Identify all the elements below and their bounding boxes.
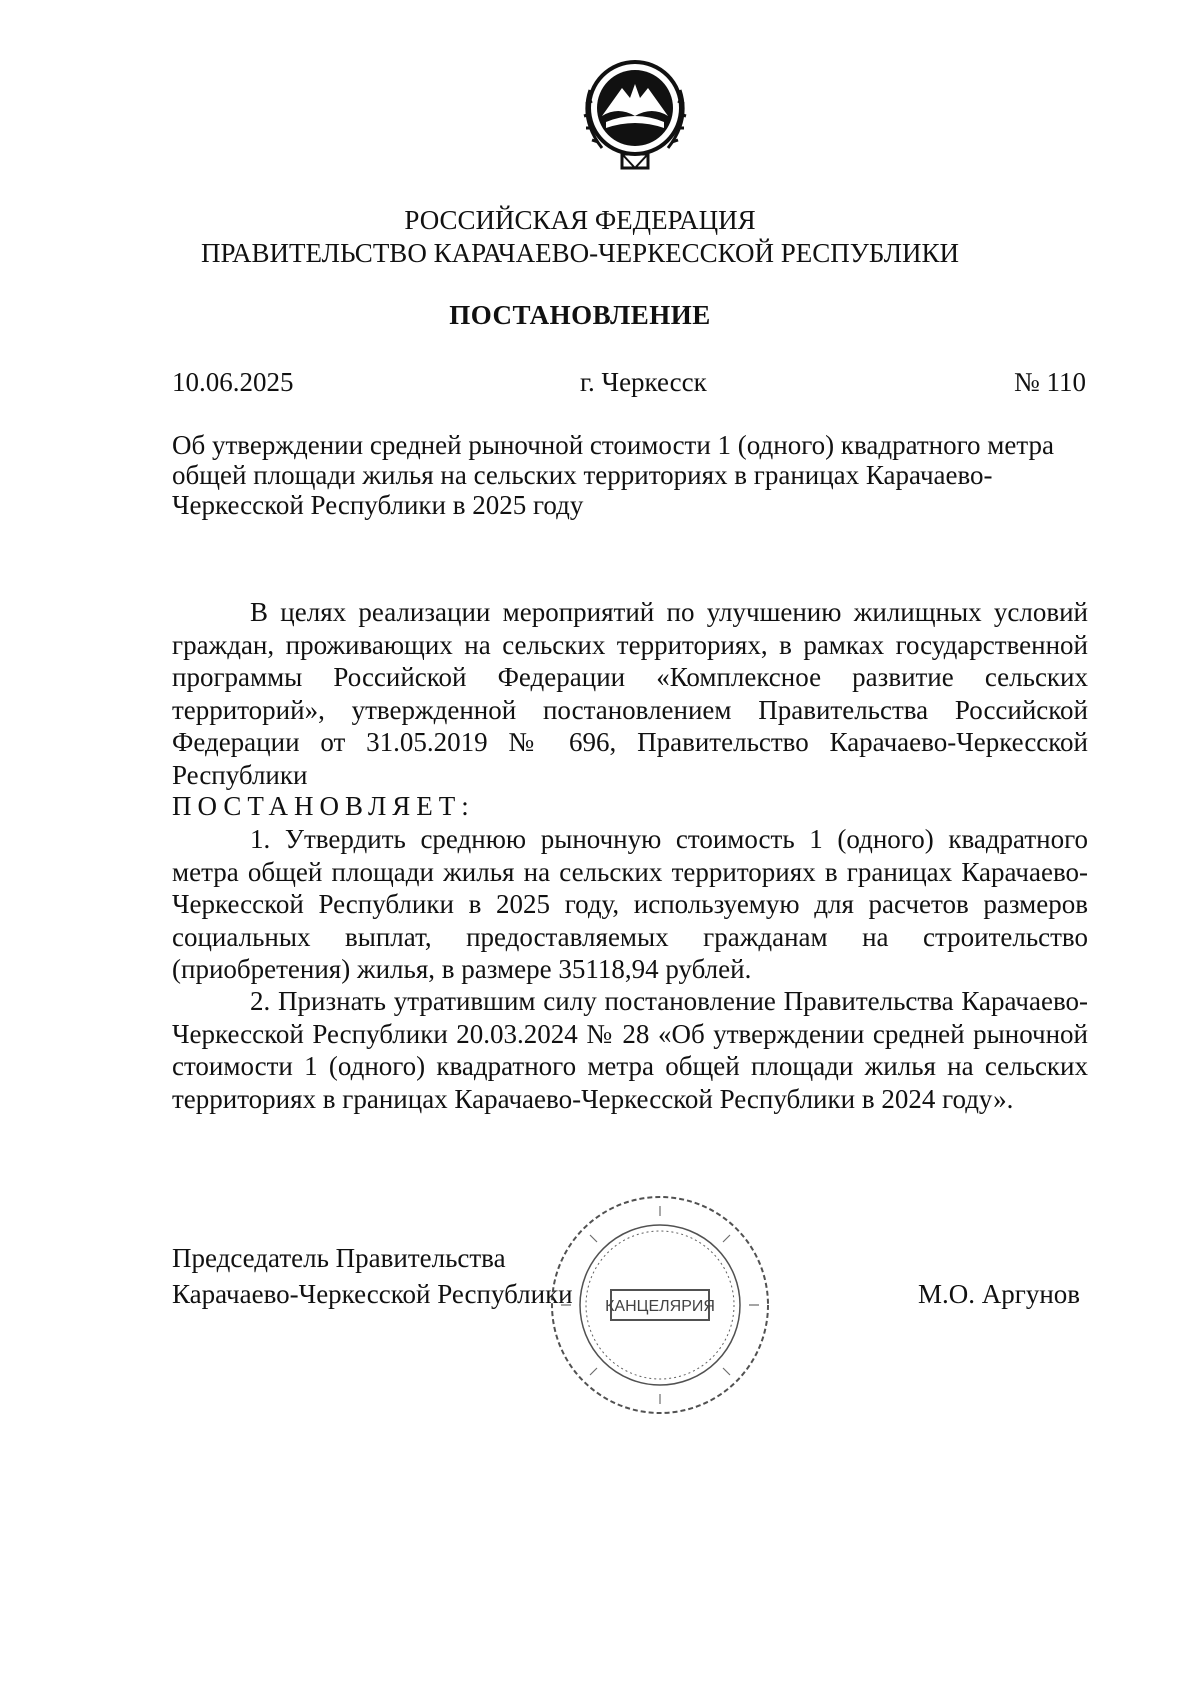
clause-1: 1. Утвердить среднюю рыночную стоимость 1 (одного) квадратного метра общей площади жилья на сельских территориях в границах Карачаево-Черкесской Республики в 2025 году, используемую для расчетов размеров социальных выплат, предоставляемых гражданам на строительство (приобретения) жилья, в размере 35118,94 рублей.	[172, 824, 1088, 984]
document-city: г. Черкесск	[580, 367, 707, 397]
country-name: РОССИЙСКАЯ ФЕДЕРАЦИЯ	[404, 205, 756, 235]
official-seal-icon	[545, 1190, 775, 1420]
signatory-position-line1: Председатель Правительства	[172, 1243, 506, 1273]
government-name: ПРАВИТЕЛЬСТВО КАРАЧАЕВО-ЧЕРКЕССКОЙ РЕСПУБЛИКИ	[200, 238, 960, 268]
signatory-name: М.О. Аргунов	[918, 1279, 1081, 1309]
resolves-heading: ПОСТАНОВЛЯЕТ:	[172, 791, 475, 821]
seal-center-text: КАНЦЕЛЯРИЯ	[605, 1298, 715, 1315]
clause-2: 2. Признать утратившим силу постановление Правительства Карачаево-Черкесской Республики 20.03.2024 № 28 «Об утверждении средней рыночной стоимости 1 (одного) квадратного метра общей площади жилья на сельских территориях в границах Карачаево-Черкесской Республики в 2024 году».	[172, 986, 1088, 1114]
signatory-position-line2: Карачаево-Черкесской Республики	[172, 1279, 573, 1309]
document-type: ПОСТАНОВЛЕНИЕ	[449, 300, 711, 330]
document-number: № 110	[1013, 367, 1086, 397]
document-subject: Об утверждении средней рыночной стоимости 1 (одного) квадратного метра общей площади жилья на сельских территориях в границах Карачаево-Черкесской Республики в 2025 году	[172, 430, 1054, 520]
document-date: 10.06.2025	[172, 367, 294, 397]
coat-of-arms-icon	[572, 50, 698, 176]
signatory-position	[172, 1240, 573, 1312]
intro-paragraph: В целях реализации мероприятий по улучшению жилищных условий граждан, проживающих на сельских территориях, в рамках государственной программы Российской Федерации «Комплексное развитие сельских территорий», утвержденной постановлением Правительства Российской Федерации от 31.05.2019 № 696, Правительство Карачаево-Черкесской Республики	[172, 597, 1088, 790]
